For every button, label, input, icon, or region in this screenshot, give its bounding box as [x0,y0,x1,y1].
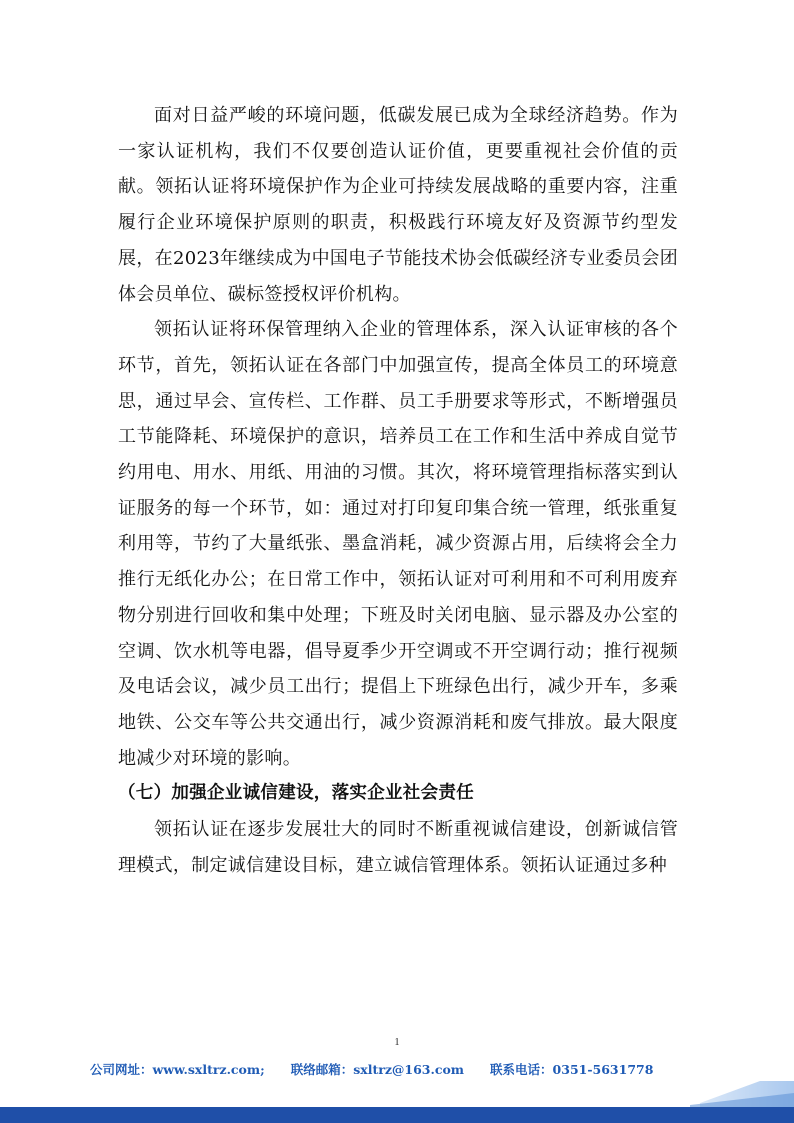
footer-contacts [90,1060,710,1078]
footer-decorative-band [0,1079,794,1123]
footer-website: 公司网址：www.sxltrz.com; [90,1062,265,1077]
page-number: 1 [394,1037,400,1048]
paragraph-environment-management: 领拓认证将环保管理纳入企业的管理体系，深入认证审核的各个环节，首先，领拓认证在各部门中加强宣传，提高全体员工的环境意思，通过早会、宣传栏、工作群、员工手册要求等形式，不断增强员工节能降耗、环境保护的意识，培养员工在工作和生活中养成自觉节约用电、用水、用纸、用油的习惯。其次，将环境管理指标落实到认证服务的每一个环节，如：通过对打印复印集合统一管理，纸张重复利用等，节约了大量纸张、墨盒消耗，减少资源占用，后续将会全力推行无纸化办公；在日常工作中，领拓认证对可利用和不可利用废弃物分别进行回收和集中处理；下班及时关闭电脑、显示器及办公室的空调、饮水机等电器，倡导夏季少开空调或不开空调行动；推行视频及电话会议，减少员工出行；提倡上下班绿色出行，减少开车，多乘地铁、公交车等公共交通出行，减少资源消耗和废气排放。最大限度地减少对环境的影响。 [118,319,678,769]
section-heading-integrity: （七）加强企业诚信建设，落实企业社会责任 [118,783,474,804]
paragraph-integrity: 领拓认证在逐步发展壮大的同时不断重视诚信建设，创新诚信管理模式，制定诚信建设目标，建立诚信管理体系。领拓认证通过多种 [118,819,678,876]
footer-band-dark-strip [0,1107,794,1123]
document-body [118,98,678,883]
footer-phone: 联系电话：0351-5631778 [490,1062,654,1077]
paragraph-environment-intro: 面对日益严峻的环境问题，低碳发展已成为全球经济趋势。作为一家认证机构，我们不仅要创造认证价值，更要重视社会价值的贡献。领拓认证将环境保护作为企业可持续发展战略的重要内容，注重履行企业环境保护原则的职责，积极践行环境友好及资源节约型发展，在2023年继续成为中国电子节能技术协会低碳经济专业委员会团体会员单位、碳标签授权评价机构。 [118,105,678,305]
footer-email: 联络邮箱：sxltrz@163.com [290,1062,465,1077]
